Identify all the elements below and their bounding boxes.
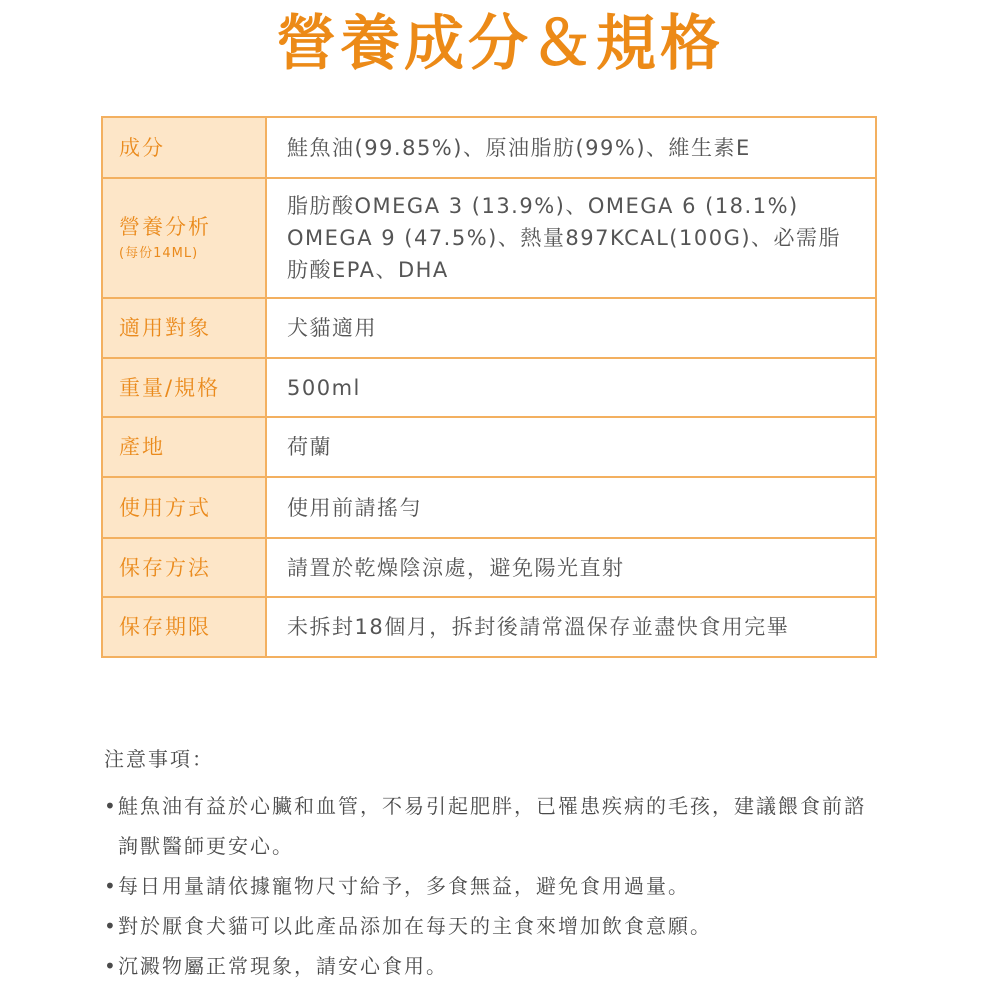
- spec-row-ingredients: [102, 117, 876, 178]
- spec-label-text: 產地: [119, 435, 165, 459]
- spec-label: [102, 358, 266, 417]
- spec-label-text: 保存方法: [119, 555, 211, 580]
- spec-value: 鮭魚油(99.85%)、原油脂肪(99%)、維生素E: [266, 117, 876, 178]
- bullet-icon: •: [104, 794, 118, 818]
- note-item: [104, 786, 904, 866]
- spec-row-nutrition: [102, 178, 876, 298]
- spec-row-weight: [102, 358, 876, 417]
- spec-label-text: 成分: [119, 135, 165, 160]
- spec-label-text: 保存期限: [119, 615, 211, 639]
- spec-value: 未拆封18個月，拆封後請常溫保存並盡快食用完畢: [266, 597, 876, 657]
- spec-label: [102, 477, 266, 538]
- spec-label: [102, 178, 266, 298]
- spec-row-storage: [102, 538, 876, 597]
- spec-value: 請置於乾燥陰涼處，避免陽光直射: [266, 538, 876, 597]
- spec-label: [102, 538, 266, 597]
- spec-label: [102, 417, 266, 477]
- note-item: [104, 866, 904, 906]
- notes-section: [104, 742, 904, 986]
- bullet-icon: •: [104, 954, 118, 978]
- spec-value: 脂肪酸OMEGA 3 (13.9%)、OMEGA 6 (18.1%) OMEGA 9 (47.5%)、熱量897KCAL(100G)、必需脂肪酸EPA、DHA: [266, 178, 876, 298]
- note-text: 沉澱物屬正常現象，請安心食用。: [118, 954, 448, 978]
- spec-row-usage: [102, 477, 876, 538]
- page-title: 營養成分＆規格: [276, 9, 724, 79]
- spec-sublabel: (每份14ML): [119, 246, 199, 261]
- spec-label: [102, 597, 266, 657]
- spec-label-text: 使用方式: [119, 495, 211, 520]
- note-text: 每日用量請依據寵物尺寸給予，多食無益，避免食用過量。: [118, 874, 690, 898]
- bullet-icon: •: [104, 874, 118, 898]
- spec-row-origin: [102, 417, 876, 477]
- note-item: [104, 946, 904, 986]
- spec-row-target: [102, 298, 876, 358]
- spec-value: 500ml: [266, 358, 876, 417]
- spec-label: [102, 298, 266, 358]
- spec-label-text: 適用對象: [119, 316, 211, 340]
- note-item: [104, 906, 904, 946]
- spec-label-text: 重量/規格: [119, 375, 221, 400]
- spec-value: 荷蘭: [266, 417, 876, 477]
- spec-row-shelf-life: [102, 597, 876, 657]
- spec-value: 犬貓適用: [266, 298, 876, 358]
- note-text: 對於厭食犬貓可以此產品添加在每天的主食來增加飲食意願。: [118, 914, 712, 938]
- spec-label: [102, 117, 266, 178]
- bullet-icon: •: [104, 914, 118, 938]
- spec-value: 使用前請搖勻: [266, 477, 876, 538]
- notes-title: 注意事項：: [104, 747, 214, 771]
- note-text: 鮭魚油有益於心臟和血管，不易引起肥胖，已罹患疾病的毛孩，建議餵食前諮詢獸醫師更安心。: [118, 794, 866, 858]
- spec-table: [101, 116, 877, 658]
- spec-label-text: 營養分析: [119, 215, 211, 239]
